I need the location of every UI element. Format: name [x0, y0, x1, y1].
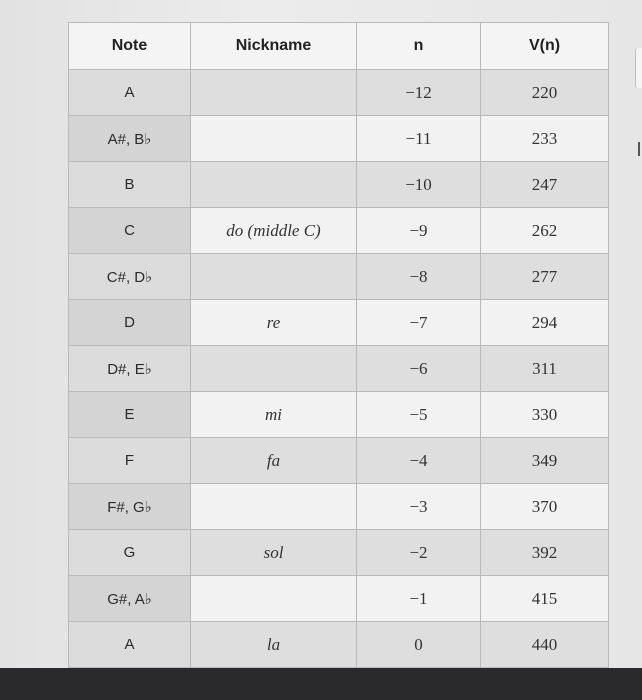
frequency-cell: 349	[481, 438, 609, 484]
note-cell: D	[69, 300, 191, 346]
table-header-row	[69, 23, 609, 70]
table-row	[69, 70, 609, 116]
frequency-cell: 415	[481, 576, 609, 622]
note-cell: A#, B♭	[69, 116, 191, 162]
n-cell: −4	[357, 438, 481, 484]
table-row	[69, 208, 609, 254]
frequency-cell: 220	[481, 70, 609, 116]
table-row	[69, 438, 609, 484]
n-cell: −2	[357, 530, 481, 576]
header-v: V(n)	[481, 23, 609, 70]
table-row	[69, 254, 609, 300]
table-row	[69, 530, 609, 576]
n-cell: −10	[357, 162, 481, 208]
note-cell: B	[69, 162, 191, 208]
nickname-cell: la	[191, 622, 357, 668]
nickname-cell: re	[191, 300, 357, 346]
nickname-cell	[191, 484, 357, 530]
frequency-cell: 370	[481, 484, 609, 530]
nickname-cell	[191, 346, 357, 392]
header-n: n	[357, 23, 481, 70]
n-cell: −1	[357, 576, 481, 622]
note-cell: A	[69, 622, 191, 668]
nickname-cell	[191, 116, 357, 162]
frequency-cell: 440	[481, 622, 609, 668]
nickname-cell: sol	[191, 530, 357, 576]
n-cell: −7	[357, 300, 481, 346]
table-row	[69, 300, 609, 346]
note-cell: C	[69, 208, 191, 254]
notes-frequency-table	[68, 22, 609, 668]
n-cell: −5	[357, 392, 481, 438]
table-row	[69, 576, 609, 622]
n-cell: −11	[357, 116, 481, 162]
frequency-cell: 311	[481, 346, 609, 392]
frequency-cell: 392	[481, 530, 609, 576]
frequency-cell: 294	[481, 300, 609, 346]
note-cell: D#, E♭	[69, 346, 191, 392]
nickname-cell: do (middle C)	[191, 208, 357, 254]
nickname-cell	[191, 162, 357, 208]
nickname-cell	[191, 254, 357, 300]
table-row	[69, 162, 609, 208]
bottom-bar	[0, 668, 642, 700]
nickname-cell	[191, 576, 357, 622]
frequency-cell: 233	[481, 116, 609, 162]
table-row	[69, 484, 609, 530]
frequency-cell: 330	[481, 392, 609, 438]
side-panel-tab	[635, 48, 642, 88]
header-nickname: Nickname	[191, 23, 357, 70]
note-cell: A	[69, 70, 191, 116]
n-cell: −8	[357, 254, 481, 300]
note-cell: G#, A♭	[69, 576, 191, 622]
note-cell: G	[69, 530, 191, 576]
note-cell: F#, G♭	[69, 484, 191, 530]
n-cell: −3	[357, 484, 481, 530]
edge-marker	[638, 142, 640, 156]
frequency-cell: 262	[481, 208, 609, 254]
table-row	[69, 392, 609, 438]
table-row	[69, 346, 609, 392]
frequency-cell: 247	[481, 162, 609, 208]
n-cell: 0	[357, 622, 481, 668]
note-cell: E	[69, 392, 191, 438]
note-cell: F	[69, 438, 191, 484]
n-cell: −12	[357, 70, 481, 116]
table-row	[69, 116, 609, 162]
frequency-cell: 277	[481, 254, 609, 300]
n-cell: −6	[357, 346, 481, 392]
n-cell: −9	[357, 208, 481, 254]
nickname-cell: mi	[191, 392, 357, 438]
header-note: Note	[69, 23, 191, 70]
nickname-cell	[191, 70, 357, 116]
note-cell: C#, D♭	[69, 254, 191, 300]
table-row	[69, 622, 609, 668]
nickname-cell: fa	[191, 438, 357, 484]
